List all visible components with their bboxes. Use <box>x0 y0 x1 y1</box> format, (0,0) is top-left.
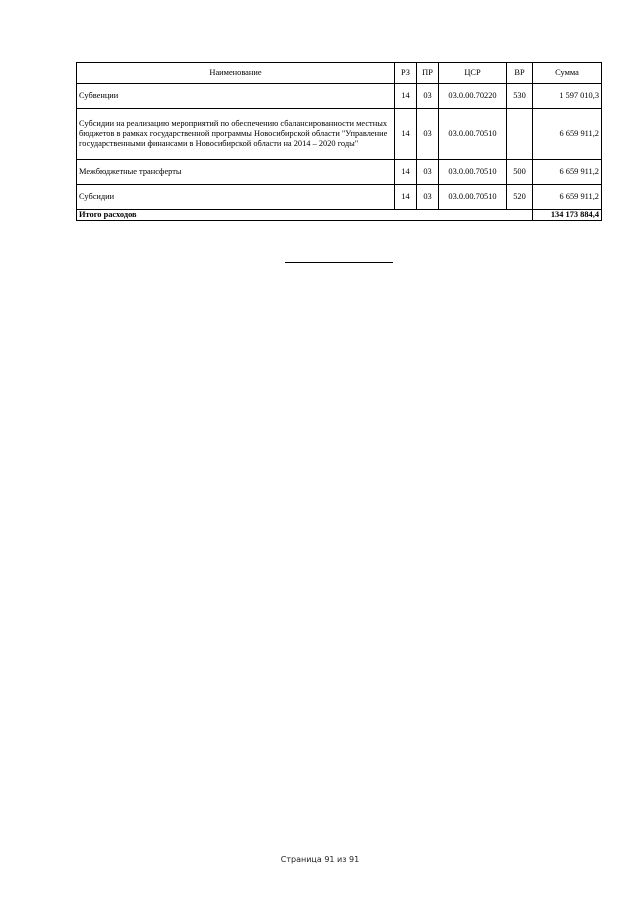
cell-pr: 03 <box>417 84 439 109</box>
separator-line <box>285 262 393 263</box>
cell-sum: 1 597 010,3 <box>533 84 602 109</box>
cell-csr: 03.0.00.70220 <box>439 84 507 109</box>
total-row <box>77 210 602 221</box>
cell-rz: 14 <box>395 160 417 185</box>
header-sum: Сумма <box>533 63 602 84</box>
cell-name: Межбюджетные трансферты <box>77 160 395 185</box>
cell-name: Субвенции <box>77 84 395 109</box>
cell-sum: 6 659 911,2 <box>533 160 602 185</box>
table-header-row <box>77 63 602 84</box>
header-csr: ЦСР <box>439 63 507 84</box>
header-name: Наименование <box>77 63 395 84</box>
cell-pr: 03 <box>417 185 439 210</box>
cell-csr: 03.0.00.70510 <box>439 109 507 160</box>
cell-name: Субсидии на реализацию мероприятий по обеспечению сбалансированности местных бюджетов в рамках государственной программы Новосибирской области "Управление государственными финансами в Новосибирской области на 2014 – 2020 годы" <box>77 109 395 160</box>
cell-pr: 03 <box>417 109 439 160</box>
table-row <box>77 109 602 160</box>
cell-sum: 6 659 911,2 <box>533 185 602 210</box>
cell-vr <box>507 109 533 160</box>
total-label: Итого расходов <box>77 210 533 221</box>
cell-csr: 03.0.00.70510 <box>439 160 507 185</box>
cell-vr: 530 <box>507 84 533 109</box>
cell-sum: 6 659 911,2 <box>533 109 602 160</box>
cell-rz: 14 <box>395 109 417 160</box>
cell-pr: 03 <box>417 160 439 185</box>
cell-name: Субсидии <box>77 185 395 210</box>
cell-vr: 520 <box>507 185 533 210</box>
cell-rz: 14 <box>395 185 417 210</box>
header-vr: ВР <box>507 63 533 84</box>
header-pr: ПР <box>417 63 439 84</box>
expenditure-table <box>76 62 602 221</box>
cell-vr: 500 <box>507 160 533 185</box>
table-row <box>77 84 602 109</box>
page-number: Страница 91 из 91 <box>280 855 360 864</box>
cell-rz: 14 <box>395 84 417 109</box>
header-rz: РЗ <box>395 63 417 84</box>
table-row <box>77 185 602 210</box>
total-sum: 134 173 884,4 <box>533 210 602 221</box>
cell-csr: 03.0.00.70510 <box>439 185 507 210</box>
table-row <box>77 160 602 185</box>
